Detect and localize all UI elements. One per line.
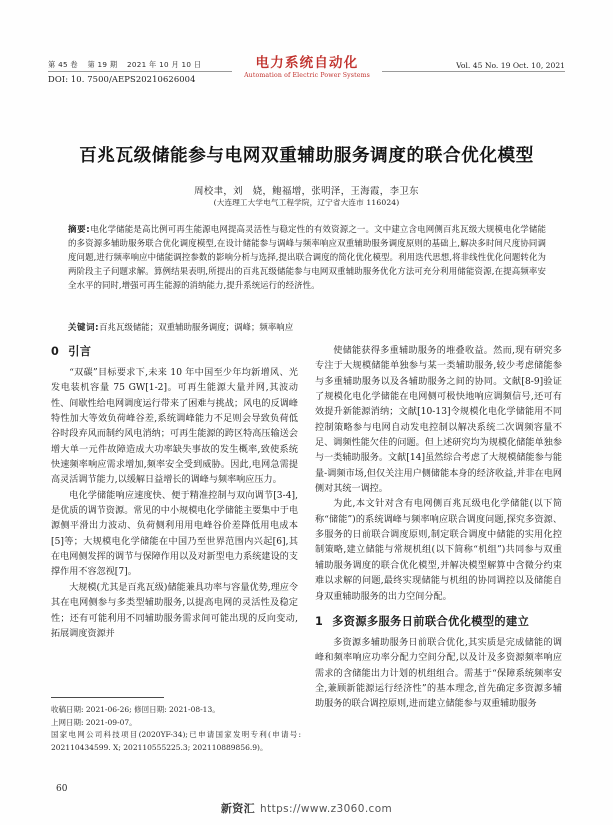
watermark-url: https://www.z3060.com (260, 803, 393, 815)
footnote-online-date: 上网日期: 2021-09-07。 (51, 717, 137, 727)
abstract-text: 电化学储能是高比例可再生能源电网提高灵活性与稳定性的有效资源之一。文中建立含电网侧百兆瓦级大规模电化学储能的多资源多辅助服务联合优化调度模型,在设计储能参与调峰与频率响应双重辅助服务调度原则的基础上,解决多时间尺度协同调度问题,进行频率响应中储能调控参数的影响分析与选择,提出联合调度的简化优化模型。利用迭代思想,将非线性优化问题转化为两阶段主子问题求解。算例结果表明,所提出的百兆瓦级储能参与电网双重辅助服务优化方法可充分利用储能资源,在提高频率安全水平的同时,增强可再生能源的消纳能力,提升系统运行的经济性。 (68, 224, 546, 291)
doi-text: DOI: 10. 7500/AEPS20210626004 (48, 74, 196, 84)
paragraph: 电化学储能响应速度快、便于精准控制与双向调节[3-4],是优质的调节资源。常见的中小规模电化学储能主要集中于电源侧平滑出力波动、负荷侧利用用电峰谷价差降低用电成本[5]等；大规模电化学储能在中国乃至世界范围内兴起[6],其在电网侧发挥的调节与保障作用以及对新型电力系统建设的支撑作用不容忽视[7]。 (51, 490, 298, 578)
body-column-right (315, 344, 562, 713)
watermark-label: 新资汇 (220, 802, 256, 815)
volume-info-en: Vol. 45 No. 19 Oct. 10, 2021 (456, 61, 565, 70)
author-affiliation: (大连理工大学电气工程学院，辽宁省大连市 116024) (213, 198, 400, 207)
footnote-block (51, 704, 301, 754)
issue-number-cn: 第 19 期 (87, 60, 118, 69)
footnote-funding: 国家电网公司科技项目(2020YF-34);已申请国家发明专利(申请号: 202110434599. X; 202110555225.3; 202110889856.9)。 (51, 730, 301, 752)
footnote-divider (51, 697, 164, 698)
masthead (48, 57, 565, 99)
paragraph: “双碳”目标要求下,未来 10 年中国至少年均新增风、光发电装机容量 75 GW[1-2]。可再生能源大量并网,其波动性、间歇性给电网调度运行带来了困难与挑战；风电的反调峰特性加大等效负荷峰谷差,系统调峰能力不足则会导致负荷低谷时段弃风而制约风电消纳；可再生能源的跨区特高压输送会增大单一元件故障造成大功率缺失事故的发生概率,致使系统快速频率响应需求增加,频率安全受到威胁。因此,电网急需提高灵活调节能力,以缓解日益增长的调峰与频率响应压力。 (51, 368, 298, 486)
section-number-1: 1 (315, 614, 324, 628)
section-number-0: 0 (51, 345, 60, 358)
footnote-received-date: 收稿日期: 2021-06-26; 修回日期: 2021-08-13。 (51, 705, 220, 714)
page-title: 百兆瓦级储能参与电网双重辅助服务调度的联合优化模型 (79, 146, 534, 166)
paragraph: 使储能获得多重辅助服务的堆叠收益。然而,现有研究多专注于大规模储能单独参与某一类辅助服务,较少考虑储能参与多重辅助服务以及各辅助服务之间的协同。文献[8-9]验证了规模化电化学储能在电网侧可极快地响应调频信号,还可有效提升新能源消纳；文献[10-13]令规模化电化学储能用不同控制策略参与电网自动发电控制以解决系统二次调频容量不足、调频性能欠佳的问题。但上述研究均为规模化储能单独参与一类辅助服务。文献[14]虽然综合考虑了大规模储能参与能量-调频市场,但仅关注用户侧储能本身的经济收益,并非在电网侧对其统一调控。 (315, 346, 562, 495)
journal-title-en: Automation of Electric Power Systems (244, 72, 370, 79)
journal-logo (232, 56, 382, 80)
volume-number-cn: 第 45 卷 (48, 60, 78, 69)
section-heading-1 (315, 614, 562, 630)
abstract-label: 摘要: (68, 224, 91, 234)
paragraph: 大规模(尤其是百兆瓦级)储能兼具功率与容量优势,理应令其在电网侧参与多类型辅助服务,以提高电网的灵活性及稳定性；还有可能利用不同辅助服务需求间可能出现的反向变动,拓展调度资源并 (51, 582, 298, 639)
watermark (0, 800, 613, 816)
volume-info-cn (48, 60, 208, 70)
section-heading-0 (51, 344, 298, 360)
keywords-block (68, 320, 546, 334)
paragraph: 多资源多辅助服务日前联合优化,其实质是完成储能的调峰和频率响应功率分配力空间分配,以及计及多资源频率响应需求的含储能出力计划的机组组合。需基于“保障系统频率安全,兼顾新能源运行经济性”的基本理念,首先确定多资源多辅助服务的联合调控原则,进而建立储能参与双重辅助服务 (315, 637, 562, 710)
body-column-left (51, 344, 298, 642)
keywords-text: 百兆瓦级储能；双重辅助服务调度；调峰；频率响应 (99, 322, 294, 332)
journal-title-cn: 电力系统自动化 (255, 55, 359, 71)
publication-date-cn: 2021 年 10 月 10 日 (126, 60, 202, 69)
section-title-0: 引言 (68, 345, 92, 358)
author-list: 周校聿，刘 娆，鲍福增，张明泽，王海霞，李卫东 (194, 186, 419, 197)
page-number: 60 (56, 784, 68, 794)
paragraph: 为此,本文针对含有电网侧百兆瓦级电化学储能(以下简称“储能”)的系统调峰与频率响应联合调度问题,探究多资源、多服务的日前联合调度原则,制定联合调度中储能的实用化控制策略,建立储能与常规机组(以下简称“机组”)共同参与双重辅助服务调度的联合优化模型,并解决模型解算中含微分约束难以求解的问题,最终实现储能与机组的协同调控以及储能自身双重辅助服务的出力空间分配。 (315, 499, 562, 602)
section-title-1: 多资源多服务日前联合优化模型的建立 (332, 614, 530, 628)
abstract-block (68, 222, 546, 292)
keywords-label: 关键词: (68, 322, 100, 332)
